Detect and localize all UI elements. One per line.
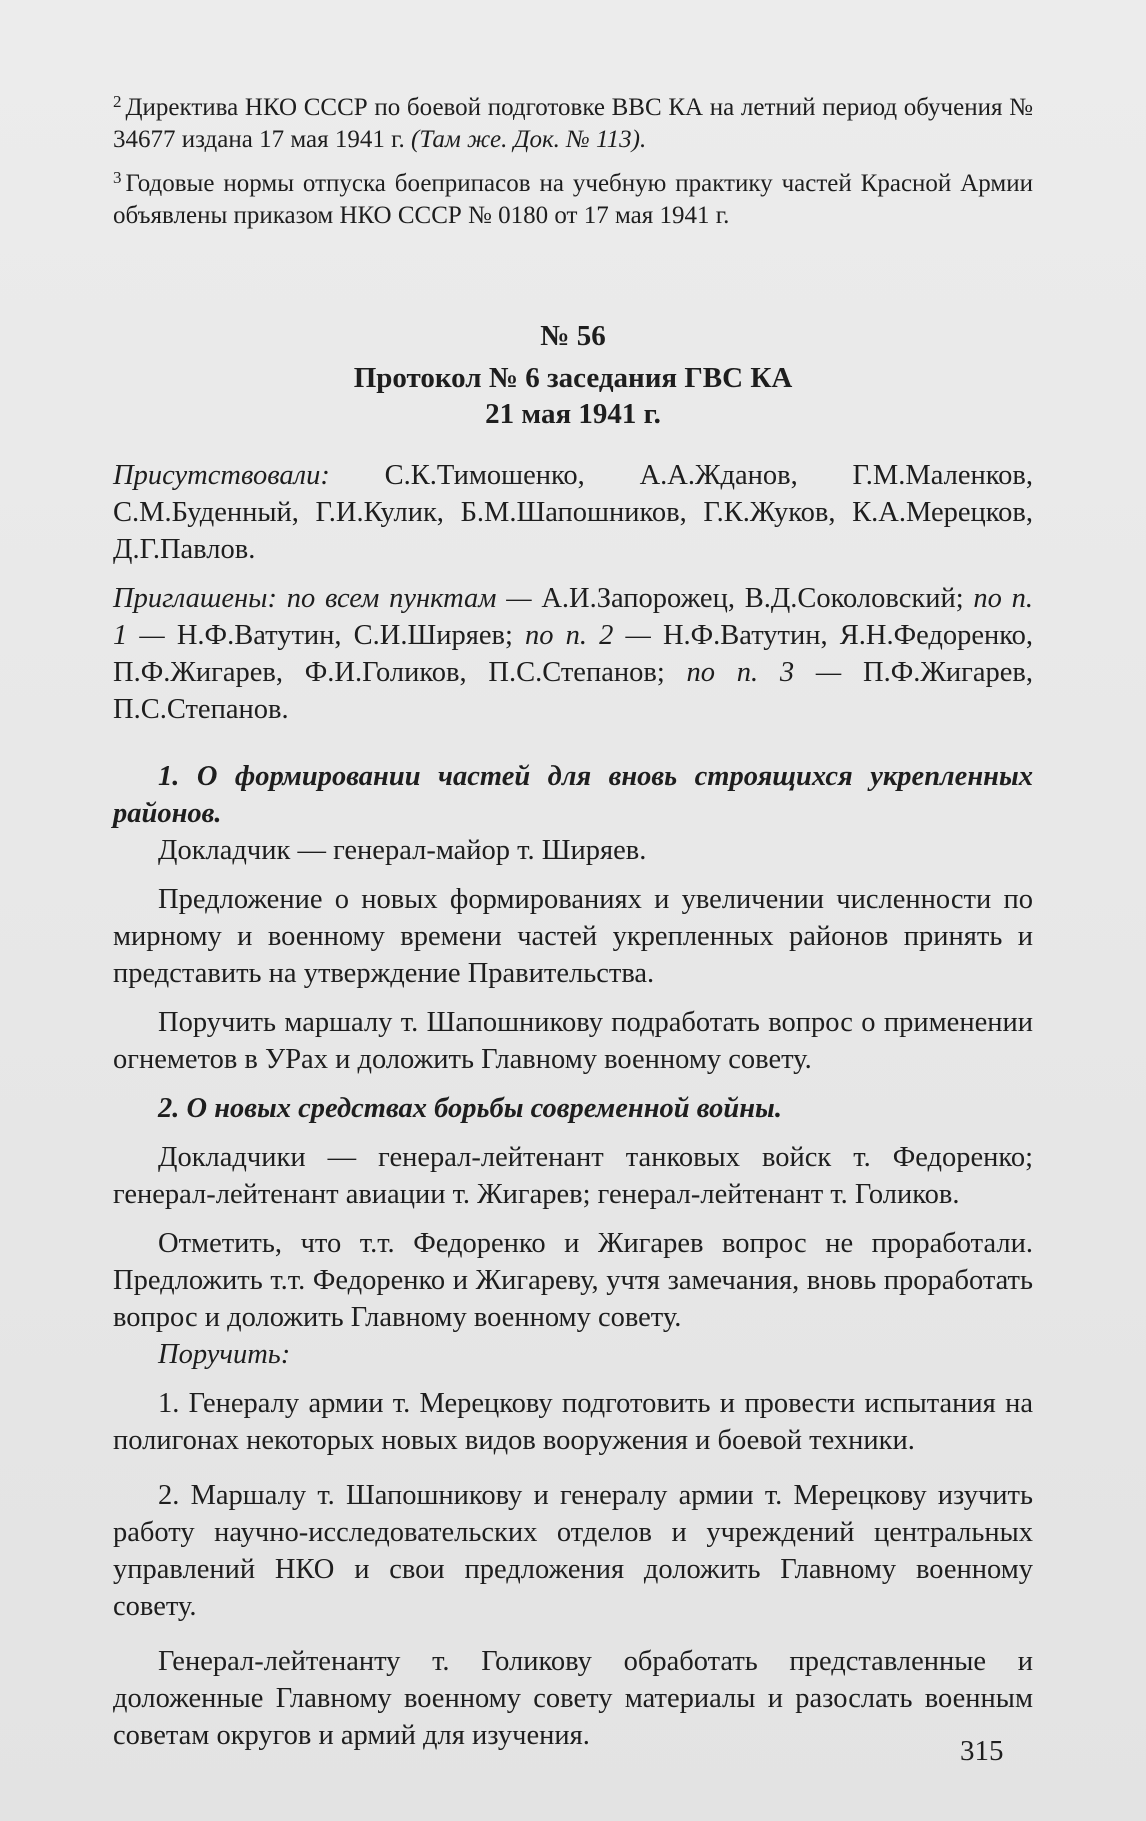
assign-label: Поручить:	[158, 1339, 291, 1370]
page-number: 315	[960, 1735, 1004, 1767]
section-1-paragraph: Поручить маршалу т. Шапошникову подработать вопрос о применении огнеметов в УРах и доложить Главному военному совету.	[113, 1007, 1033, 1075]
section-2-paragraph: Отметить, что т.т. Федоренко и Жигарев вопрос не проработали. Предложить т.т. Федоренко и Жигареву, учтя замечания, вновь проработать вопрос и доложить Главному военному совету.	[113, 1228, 1033, 1333]
footnote-2: $^2$ Директива НКО СССР по боевой подготовке ВВС КА на летний период обучения № 34677 издана 17 мая 1941 г. (Там же. Док. № 113).	[113, 92, 1033, 153]
footnote-3: $^3$ Годовые нормы отпуска боеприпасов на учебную практику частей Красной Армии объявлены приказом НКО СССР № 0180 от 17 мая 1941 г.	[113, 168, 1033, 229]
assignment-item: 1. Генералу армии т. Мерецкову подготовить и провести испытания на полигонах некоторых новых видов вооружения и боевой техники.	[113, 1388, 1033, 1456]
document-number: № 56	[540, 320, 606, 352]
footnote-marker: 3	[113, 168, 122, 187]
section-1-reporter: Докладчик — генерал-майор т. Ширяев.	[158, 835, 647, 866]
section-2-reporters: Докладчики — генерал-лейтенант танковых войск т. Федоренко; генерал-лейтенант авиации т. Жигарев; генерал-лейтенант т. Голиков.	[113, 1142, 1033, 1210]
footnote-marker: 2	[113, 92, 122, 111]
assignment-item: Генерал-лейтенанту т. Голикову обработать представленные и доложенные Главному военному совету материалы и разослать военным советам округов и армий для изучения.	[113, 1646, 1033, 1751]
document-title: Протокол № 6 заседания ГВС КА	[353, 362, 793, 394]
section-1-heading: 1. О формировании частей для вновь строящихся укрепленных районов.	[113, 761, 1033, 829]
invited-list: Приглашены: по всем пунктам — А.И.Запорожец, В.Д.Соколовский; по п. 1 — Н.Ф.Ватутин, С.И.Ширяев; по п. 2 — Н.Ф.Ватутин, Я.Н.Федоренко, П.Ф.Жигарев, Ф.И.Голиков, П.С.Степанов; по п. 3 — П.Ф.Жигарев, П.С.Степанов.	[113, 583, 1034, 725]
present-list: Присутствовали: С.К.Тимошенко, А.А.Жданов, Г.М.Маленков, С.М.Буденный, Г.И.Кулик, Б.М.Шапошников, Г.К.Жуков, К.А.Мерецков, Д.Г.Павлов.	[113, 460, 1033, 565]
document-date: 21 мая 1941 г.	[485, 398, 661, 430]
page-content	[113, 86, 1033, 1754]
assignment-item: 2. Маршалу т. Шапошникову и генералу армии т. Мерецкову изучить работу научно-исследовательских отделов и учреждений центральных управлений НКО и свои предложения доложить Главному военному совету.	[113, 1480, 1033, 1622]
section-1-paragraph: Предложение о новых формированиях и увеличении численности по мирному и военному времени частей укрепленных районов принять и представить на утверждение Правительства.	[113, 884, 1033, 989]
section-2-heading: 2. О новых средствах борьбы современной войны.	[158, 1093, 782, 1124]
